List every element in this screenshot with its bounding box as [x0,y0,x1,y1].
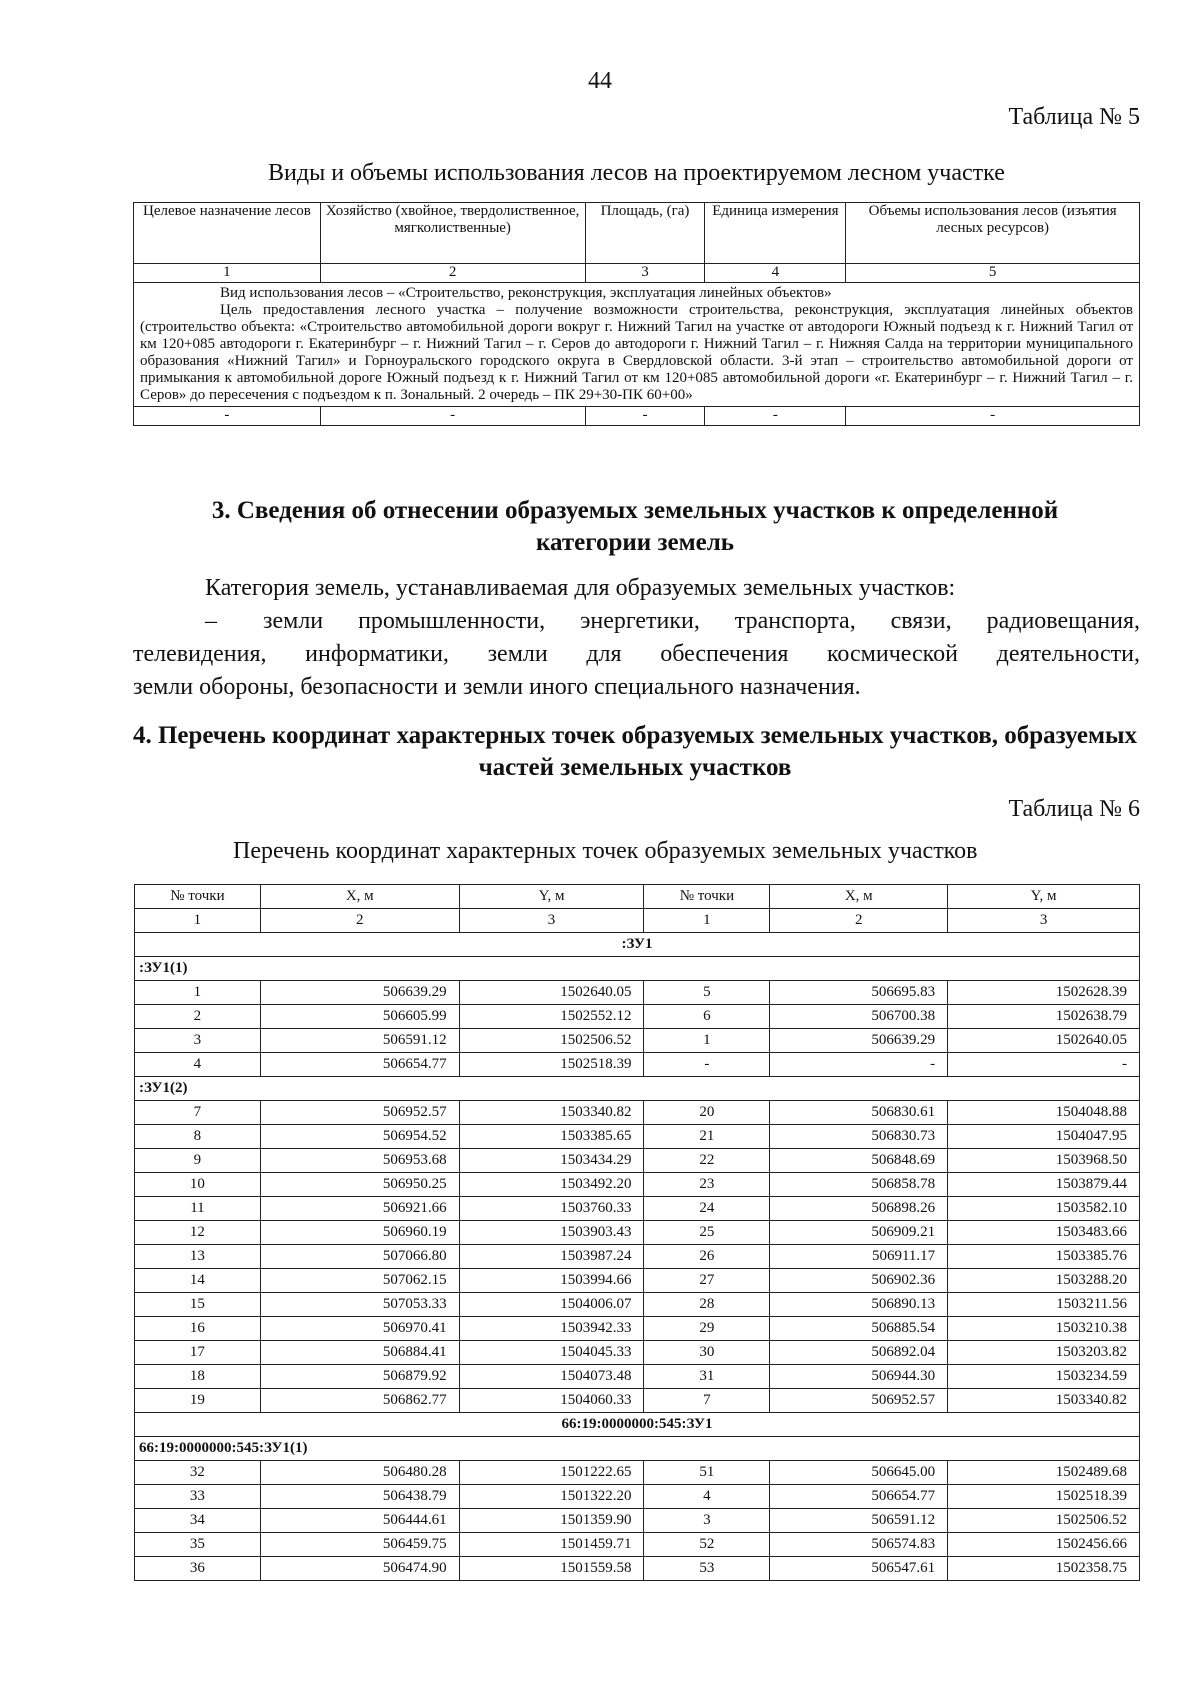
table-row [135,1389,1140,1413]
coord-x: 506960.19 [260,1221,459,1245]
point-no: 33 [135,1485,261,1509]
point-no: 1 [135,981,261,1005]
table-row [135,1125,1140,1149]
coord-y: 1503385.76 [948,1245,1140,1269]
point-no: 31 [644,1365,770,1389]
coord-y: 1504006.07 [459,1293,644,1317]
coord-x: 506921.66 [260,1197,459,1221]
table-row [135,1365,1140,1389]
point-no: 17 [135,1341,261,1365]
point-no: 3 [135,1029,261,1053]
point-no: 36 [135,1557,261,1581]
point-no: 32 [135,1461,261,1485]
coord-x: 506639.29 [770,1029,948,1053]
coord-y: 1501222.65 [459,1461,644,1485]
coord-y: 1503492.20 [459,1173,644,1197]
coord-y: 1502638.79 [948,1005,1140,1029]
point-no: 6 [644,1005,770,1029]
table-row [135,1029,1140,1053]
t5-purpose: Цель предоставления лесного участка – получение возможности строительства, реконструкция, эксплуатация линейных объектов (строительство объекта: «Строительство автомобильной дороги вокруг г. Нижний Тагил на участке от автодороги Южный подъезд к г. Нижний Тагил от км 120+085 автодороги г. Екатеринбург – г. Нижний Тагил – г. Серов до автодороги г. Нижний Тагил – г. Нижняя Салда на территории муниципального образования «Нижний Тагил» и Горноуральского городского округа в Свердловской области. 3-й этап – строительство автомобильной дороги от примыкания к автомобильной дороге Южный подъезд к г. Нижний Тагил от км 120+085 автомобильной дороги «г. Екатеринбург – г. Нижний Тагил – г. Серов» до пересечения с подъездом к п. Зональный. 2 очередь – ПК 29+30-ПК 60+00» [140,302,1133,403]
coord-x: 506911.17 [770,1245,948,1269]
t5-colnum: 5 [846,264,1140,283]
coord-x: 506858.78 [770,1173,948,1197]
point-no: 9 [135,1149,261,1173]
t5-usage-type: Вид использования лесов – «Строительство, реконструкция, эксплуатация линейных объектов» [220,285,832,301]
t6-colnum: 2 [770,909,948,933]
section3-body [133,572,1140,704]
section3-item-line2: телевидения, информатики, земли для обеспечения космической деятельности, [133,641,1140,667]
table6-title: Перечень координат характерных точек образуемых земельных участков [233,838,978,864]
coord-y: 1502489.68 [948,1461,1140,1485]
coord-x: 506944.30 [770,1365,948,1389]
table-row [135,1245,1140,1269]
table-row [135,1173,1140,1197]
coord-y: 1503211.56 [948,1293,1140,1317]
coord-y: - [948,1053,1140,1077]
t6-header-x: X, м [260,885,459,909]
coord-y: 1504047.95 [948,1125,1140,1149]
part-title: 66:19:0000000:545:ЗУ1(1) [135,1437,1140,1461]
coord-x: 507066.80 [260,1245,459,1269]
point-no: 30 [644,1341,770,1365]
point-no: 20 [644,1101,770,1125]
coord-y: 1504045.33 [459,1341,644,1365]
coord-x: - [770,1053,948,1077]
t5-empty-cell: - [134,407,321,426]
table-row [135,1461,1140,1485]
point-no: 8 [135,1125,261,1149]
coord-x: 506605.99 [260,1005,459,1029]
coord-y: 1503903.43 [459,1221,644,1245]
coord-x: 506890.13 [770,1293,948,1317]
group-row [135,1413,1140,1437]
t5-header-volume: Объемы использования лесов (изъятия лесных ресурсов) [846,203,1140,264]
point-no: 15 [135,1293,261,1317]
table5-title: Виды и объемы использования лесов на проектируемом лесном участке [268,160,1005,186]
coord-x: 506970.41 [260,1317,459,1341]
coord-y: 1503994.66 [459,1269,644,1293]
coord-y: 1503483.66 [948,1221,1140,1245]
table-row [135,1149,1140,1173]
point-no: 19 [135,1389,261,1413]
point-no: 4 [135,1053,261,1077]
table5-caption: Таблица № 5 [1008,104,1140,130]
section3-heading: 3. Сведения об отнесении образуемых земельных участков к определенной категории земель [211,497,1059,556]
t5-empty-cell: - [846,407,1140,426]
coord-x: 506830.61 [770,1101,948,1125]
coord-x: 506591.12 [770,1509,948,1533]
coord-y: 1503879.44 [948,1173,1140,1197]
point-no: 51 [644,1461,770,1485]
coord-x: 506953.68 [260,1149,459,1173]
coord-x: 506639.29 [260,981,459,1005]
coord-x: 506950.25 [260,1173,459,1197]
coord-x: 506909.21 [770,1221,948,1245]
coord-x: 506885.54 [770,1317,948,1341]
coord-y: 1503385.65 [459,1125,644,1149]
coordinates-table-body [135,885,1140,1581]
coord-y: 1501322.20 [459,1485,644,1509]
coord-y: 1502518.39 [459,1053,644,1077]
coord-y: 1502456.66 [948,1533,1140,1557]
coord-y: 1503210.38 [948,1317,1140,1341]
t5-header-farm-type: Хозяйство (хвойное, твердолиственное, мягколиственные) [320,203,585,264]
coord-x: 506902.36 [770,1269,948,1293]
coordinates-table [134,884,1140,1581]
table-row [135,1293,1140,1317]
coord-y: 1504073.48 [459,1365,644,1389]
coord-y: 1502640.05 [948,1029,1140,1053]
part-row [135,957,1140,981]
coord-y: 1502628.39 [948,981,1140,1005]
coord-y: 1503203.82 [948,1341,1140,1365]
part-row [135,1437,1140,1461]
table-row [135,1341,1140,1365]
forest-usage-table [133,202,1140,426]
section3-item-line3: земли обороны, безопасности и земли иного специального назначения. [133,674,861,700]
point-no: 22 [644,1149,770,1173]
coord-x: 506444.61 [260,1509,459,1533]
coord-y: 1503288.20 [948,1269,1140,1293]
t6-header-y: Y, м [948,885,1140,909]
section4-heading: 4. Перечень координат характерных точек образуемых земельных участков, образуемых частей земельных участков [132,722,1138,781]
coord-x: 506574.83 [770,1533,948,1557]
coord-x: 507062.15 [260,1269,459,1293]
point-no: 12 [135,1221,261,1245]
coord-y: 1502358.75 [948,1557,1140,1581]
coord-y: 1502640.05 [459,981,644,1005]
point-no: 28 [644,1293,770,1317]
point-no: 52 [644,1533,770,1557]
t6-header-y: Y, м [459,885,644,909]
coord-y: 1503987.24 [459,1245,644,1269]
point-no: 5 [644,981,770,1005]
point-no: 2 [135,1005,261,1029]
coord-y: 1503340.82 [459,1101,644,1125]
coord-x: 506898.26 [770,1197,948,1221]
table-row [135,1509,1140,1533]
table-row [135,1533,1140,1557]
coord-x: 506547.61 [770,1557,948,1581]
point-no: - [644,1053,770,1077]
table-row [135,981,1140,1005]
list-dash: – [205,608,217,634]
group-title: 66:19:0000000:545:ЗУ1 [135,1413,1140,1437]
table-row [135,1197,1140,1221]
table-row [135,1053,1140,1077]
coord-y: 1501359.90 [459,1509,644,1533]
point-no: 16 [135,1317,261,1341]
coord-x: 506952.57 [770,1389,948,1413]
t6-colnum: 1 [135,909,261,933]
coord-y: 1503234.59 [948,1365,1140,1389]
coord-y: 1504048.88 [948,1101,1140,1125]
t6-header-point: № точки [644,885,770,909]
coord-x: 506700.38 [770,1005,948,1029]
t5-colnum: 3 [585,264,705,283]
t6-header-x: X, м [770,885,948,909]
point-no: 27 [644,1269,770,1293]
point-no: 29 [644,1317,770,1341]
coord-x: 506954.52 [260,1125,459,1149]
t5-colnum: 1 [134,264,321,283]
table-row [135,1269,1140,1293]
coord-x: 506695.83 [770,981,948,1005]
point-no: 25 [644,1221,770,1245]
table-row [135,1317,1140,1341]
section3-item-text: земли промышленности, энергетики, транспорта, связи, радиовещания, [263,608,1140,634]
coord-x: 506892.04 [770,1341,948,1365]
coord-x: 506591.12 [260,1029,459,1053]
coord-y: 1501559.58 [459,1557,644,1581]
coord-x: 506830.73 [770,1125,948,1149]
point-no: 21 [644,1125,770,1149]
coord-y: 1502506.52 [948,1509,1140,1533]
t5-header-area: Площадь, (га) [585,203,705,264]
t6-colnum: 3 [948,909,1140,933]
point-no: 10 [135,1173,261,1197]
coord-y: 1502552.12 [459,1005,644,1029]
point-no: 34 [135,1509,261,1533]
point-no: 14 [135,1269,261,1293]
point-no: 1 [644,1029,770,1053]
coord-x: 506480.28 [260,1461,459,1485]
t6-colnum: 1 [644,909,770,933]
coord-y: 1502518.39 [948,1485,1140,1509]
coord-x: 506645.00 [770,1461,948,1485]
t6-header-point: № точки [135,885,261,909]
coord-y: 1504060.33 [459,1389,644,1413]
coord-x: 506879.92 [260,1365,459,1389]
table-row [135,1221,1140,1245]
point-no: 11 [135,1197,261,1221]
point-no: 13 [135,1245,261,1269]
t5-empty-cell: - [705,407,846,426]
point-no: 35 [135,1533,261,1557]
t5-empty-cell: - [585,407,705,426]
t6-colnum: 3 [459,909,644,933]
point-no: 23 [644,1173,770,1197]
coord-x: 506474.90 [260,1557,459,1581]
coord-x: 506438.79 [260,1485,459,1509]
coord-y: 1503582.10 [948,1197,1140,1221]
part-title: :ЗУ1(1) [135,957,1140,981]
coord-y: 1503760.33 [459,1197,644,1221]
coord-x: 506654.77 [260,1053,459,1077]
part-row [135,1077,1140,1101]
t6-colnum: 2 [260,909,459,933]
coord-y: 1501459.71 [459,1533,644,1557]
t5-empty-cell: - [320,407,585,426]
t5-description-cell [134,283,1140,407]
group-title: :ЗУ1 [135,933,1140,957]
group-row [135,933,1140,957]
point-no: 24 [644,1197,770,1221]
point-no: 4 [644,1485,770,1509]
t5-header-unit: Единица измерения [705,203,846,264]
coord-x: 506884.41 [260,1341,459,1365]
coord-x: 506654.77 [770,1485,948,1509]
coord-y: 1502506.52 [459,1029,644,1053]
point-no: 26 [644,1245,770,1269]
point-no: 53 [644,1557,770,1581]
point-no: 18 [135,1365,261,1389]
table-row [135,1557,1140,1581]
coord-x: 507053.33 [260,1293,459,1317]
t5-header-purpose: Целевое назначение лесов [134,203,321,264]
coord-y: 1503968.50 [948,1149,1140,1173]
coord-y: 1503340.82 [948,1389,1140,1413]
point-no: 3 [644,1509,770,1533]
coord-x: 506952.57 [260,1101,459,1125]
point-no: 7 [644,1389,770,1413]
coord-y: 1503434.29 [459,1149,644,1173]
table-row [135,1101,1140,1125]
t5-colnum: 2 [320,264,585,283]
table6-caption: Таблица № 6 [1008,796,1140,822]
t5-colnum: 4 [705,264,846,283]
section3-item-line1 [133,605,1140,638]
page-number: 44 [588,68,612,94]
part-title: :ЗУ1(2) [135,1077,1140,1101]
point-no: 7 [135,1101,261,1125]
table-row [135,1485,1140,1509]
coord-x: 506848.69 [770,1149,948,1173]
coord-x: 506459.75 [260,1533,459,1557]
coord-x: 506862.77 [260,1389,459,1413]
coord-y: 1503942.33 [459,1317,644,1341]
table-row [135,1005,1140,1029]
section3-lead: Категория земель, устанавливаемая для образуемых земельных участков: [205,575,956,601]
